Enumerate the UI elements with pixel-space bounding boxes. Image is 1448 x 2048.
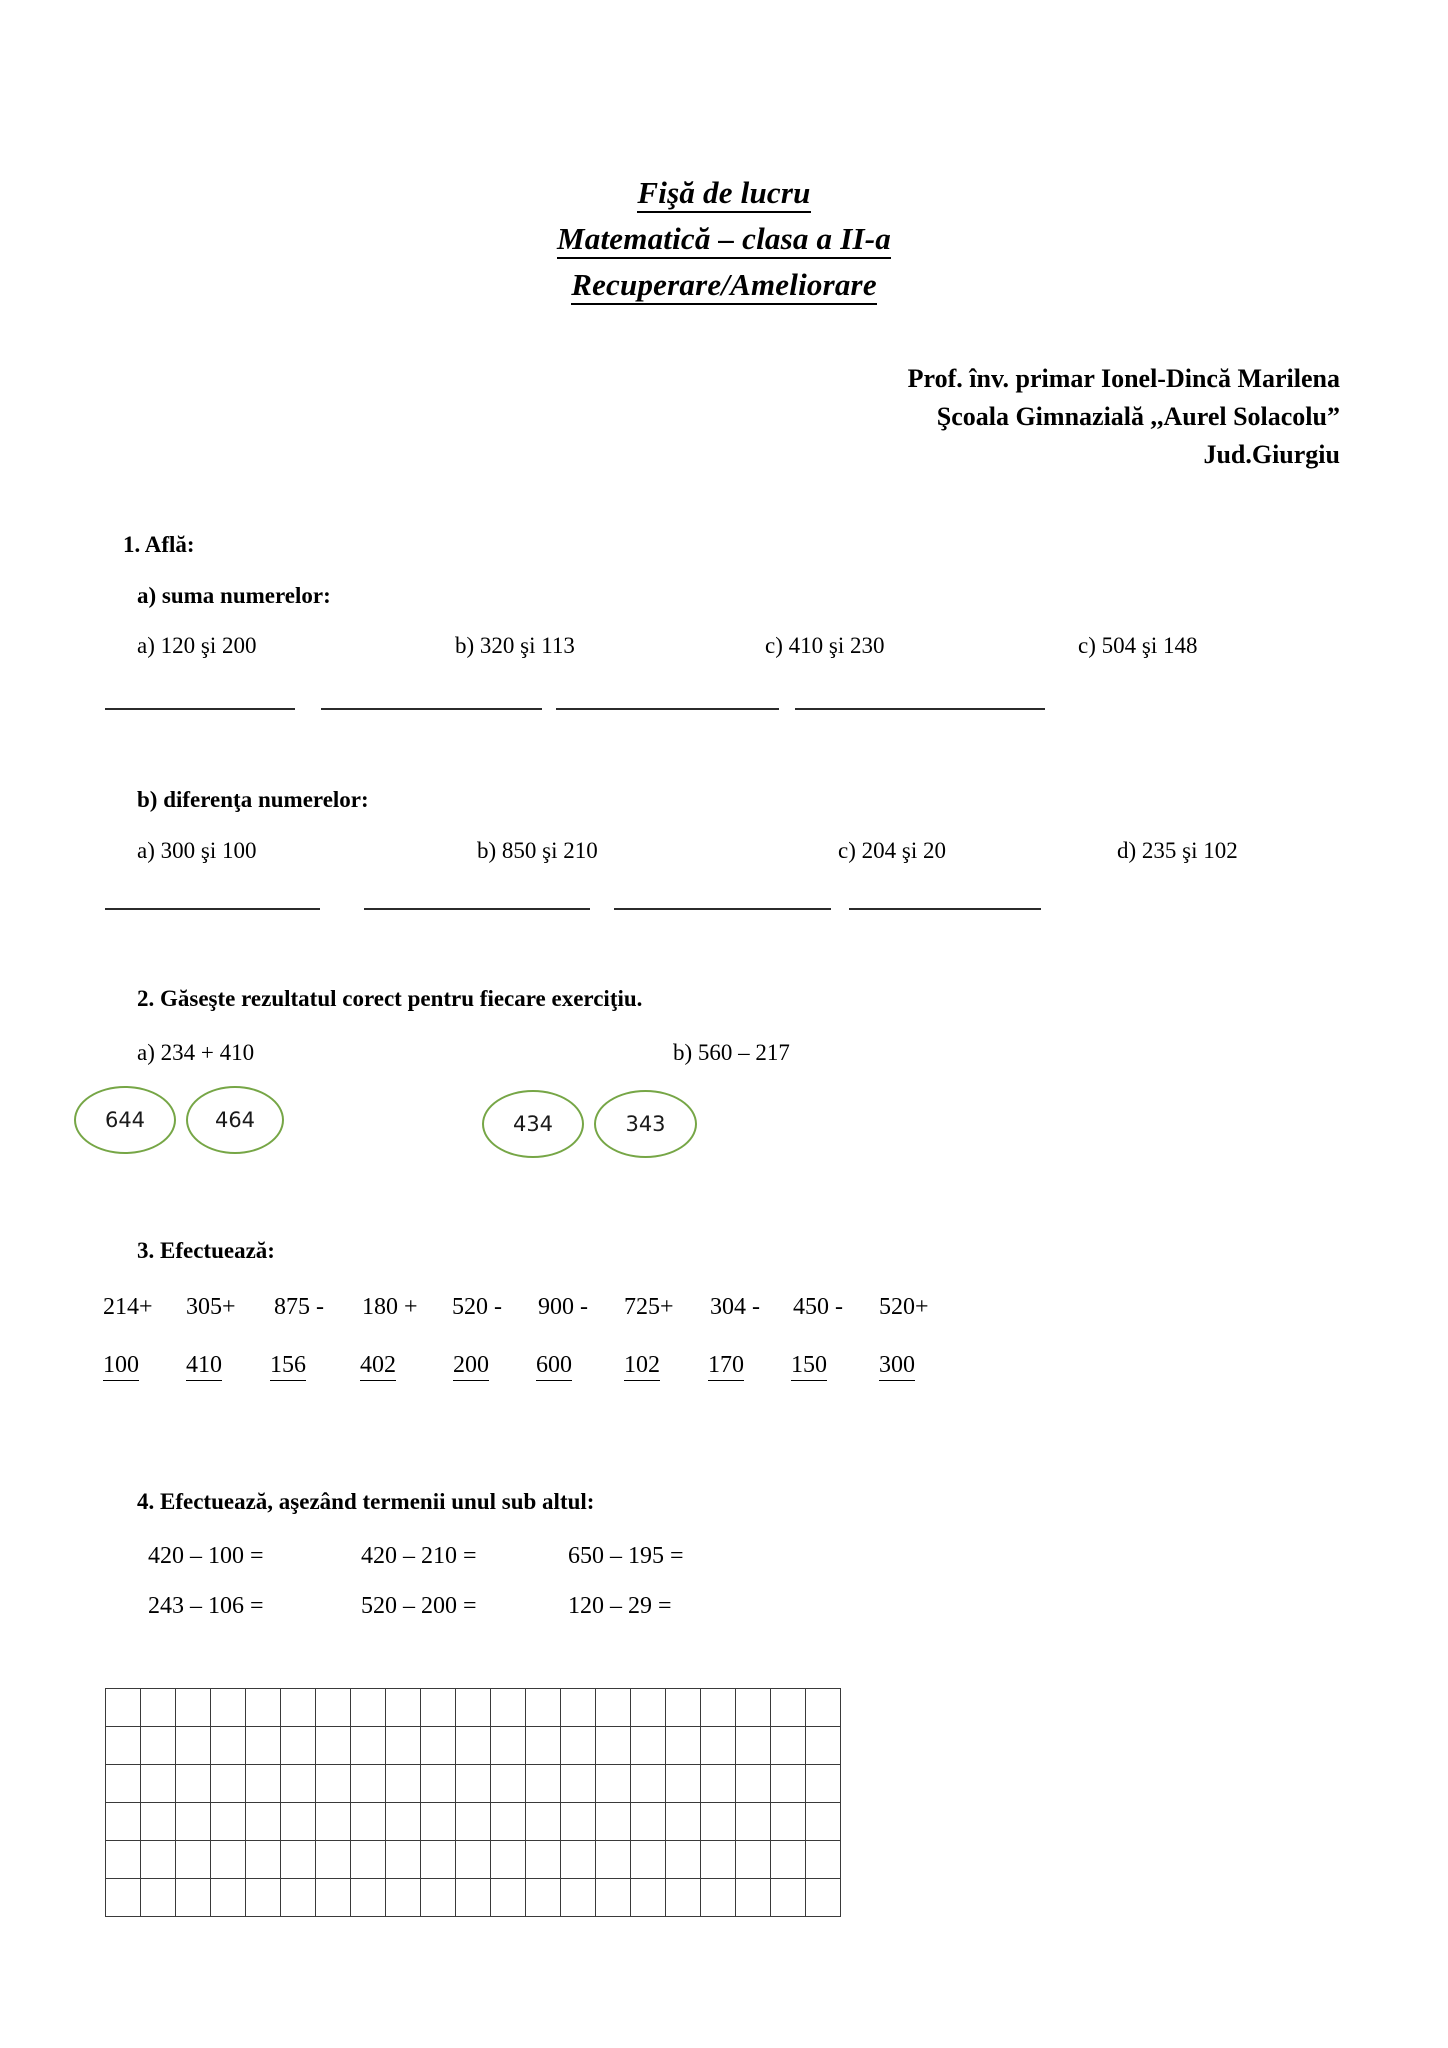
exercise-3-op-6-top: 900 -	[538, 1294, 588, 1320]
option-label: 434	[512, 1112, 554, 1136]
grid-cell[interactable]	[771, 1765, 806, 1803]
grid-cell[interactable]	[351, 1689, 386, 1727]
title-line-1	[0, 170, 1448, 216]
grid-cell[interactable]	[106, 1689, 141, 1727]
answer-line-1a-1[interactable]	[105, 708, 295, 710]
grid-cell[interactable]	[666, 1727, 701, 1765]
exercise-1b-item-3: c) 204 şi 20	[838, 838, 946, 863]
grid-cell[interactable]	[316, 1841, 351, 1879]
grid-cell[interactable]	[456, 1689, 491, 1727]
grid-cell[interactable]	[386, 1689, 421, 1727]
answer-line-1a-2[interactable]	[321, 708, 542, 710]
grid-cell[interactable]	[596, 1841, 631, 1879]
grid-cell[interactable]	[106, 1879, 141, 1917]
author-county: Jud.Giurgiu	[1203, 440, 1340, 469]
exercise-3-op-5-bottom: 200	[453, 1352, 489, 1381]
grid-cell[interactable]	[456, 1727, 491, 1765]
grid-cell[interactable]	[701, 1879, 736, 1917]
exercise-1a-label: a) suma numerelor:	[137, 583, 331, 608]
grid-cell[interactable]	[771, 1689, 806, 1727]
exercise-4-eq-r2-c2: 520 – 200 =	[361, 1593, 477, 1619]
grid-cell[interactable]	[281, 1765, 316, 1803]
grid-cell[interactable]	[211, 1841, 246, 1879]
grid-cell[interactable]	[561, 1879, 596, 1917]
grid-cell[interactable]	[491, 1689, 526, 1727]
exercise-2-option-644[interactable]	[74, 1086, 176, 1154]
grid-cell[interactable]	[141, 1689, 176, 1727]
grid-cell[interactable]	[771, 1727, 806, 1765]
grid-cell[interactable]	[421, 1765, 456, 1803]
grid-cell[interactable]	[281, 1803, 316, 1841]
exercise-3-op-8-top: 304 -	[710, 1294, 760, 1320]
grid-cell[interactable]	[106, 1727, 141, 1765]
grid-cell[interactable]	[666, 1879, 701, 1917]
grid-cell[interactable]	[491, 1765, 526, 1803]
grid-cell[interactable]	[561, 1841, 596, 1879]
grid-cell[interactable]	[526, 1727, 561, 1765]
grid-cell[interactable]	[211, 1879, 246, 1917]
author-school: Şcoala Gimnazială ,,Aurel Solacolu”	[936, 402, 1340, 431]
exercise-3-op-4-top: 180 +	[362, 1294, 418, 1320]
grid-cell[interactable]	[736, 1765, 771, 1803]
grid-cell[interactable]	[316, 1879, 351, 1917]
grid-cell[interactable]	[526, 1841, 561, 1879]
exercise-3-op-2-bottom: 410	[186, 1352, 222, 1381]
grid-cell[interactable]	[176, 1879, 211, 1917]
exercise-1b-item-1: a) 300 şi 100	[137, 838, 257, 863]
grid-cell[interactable]	[631, 1841, 666, 1879]
answer-line-1b-3[interactable]	[614, 908, 831, 910]
grid-cell[interactable]	[701, 1689, 736, 1727]
grid-cell[interactable]	[281, 1841, 316, 1879]
grid-cell[interactable]	[631, 1803, 666, 1841]
grid-cell[interactable]	[421, 1841, 456, 1879]
exercise-4-eq-r1-c1: 420 – 100 =	[148, 1543, 264, 1569]
grid-cell[interactable]	[246, 1689, 281, 1727]
grid-cell[interactable]	[141, 1879, 176, 1917]
grid-cell[interactable]	[491, 1841, 526, 1879]
grid-cell[interactable]	[596, 1803, 631, 1841]
grid-cell[interactable]	[106, 1765, 141, 1803]
exercise-3-op-3-bottom: 156	[270, 1352, 306, 1381]
grid-cell[interactable]	[106, 1803, 141, 1841]
worksheet-grid[interactable]	[105, 1688, 841, 1917]
grid-cell[interactable]	[421, 1727, 456, 1765]
exercise-3-op-10-bottom: 300	[879, 1352, 915, 1381]
grid-cell[interactable]	[316, 1689, 351, 1727]
grid-cell[interactable]	[771, 1803, 806, 1841]
grid-cell[interactable]	[491, 1727, 526, 1765]
grid-cell[interactable]	[526, 1689, 561, 1727]
author-block	[908, 360, 1340, 474]
grid-cell[interactable]	[771, 1879, 806, 1917]
grid-cell[interactable]	[211, 1689, 246, 1727]
grid-cell[interactable]	[491, 1803, 526, 1841]
grid-cell[interactable]	[421, 1879, 456, 1917]
grid-cell[interactable]	[771, 1841, 806, 1879]
grid-cell[interactable]	[631, 1727, 666, 1765]
exercise-3-heading: 3. Efectuează:	[137, 1238, 275, 1263]
grid-cell[interactable]	[421, 1689, 456, 1727]
exercise-4-eq-r2-c1: 243 – 106 =	[148, 1593, 264, 1619]
grid-cell[interactable]	[386, 1841, 421, 1879]
grid-cell[interactable]	[386, 1879, 421, 1917]
grid-cell[interactable]	[561, 1689, 596, 1727]
grid-cell[interactable]	[736, 1841, 771, 1879]
grid-cell[interactable]	[211, 1765, 246, 1803]
grid-cell[interactable]	[246, 1727, 281, 1765]
grid-cell[interactable]	[456, 1841, 491, 1879]
exercise-2-option-464[interactable]	[186, 1086, 284, 1154]
exercise-3-op-2-top: 305+	[186, 1294, 236, 1320]
grid-cell[interactable]	[316, 1727, 351, 1765]
exercise-3-op-6-bottom: 600	[536, 1352, 572, 1381]
grid-cell[interactable]	[176, 1841, 211, 1879]
grid-cell[interactable]	[631, 1879, 666, 1917]
exercise-3-op-5-top: 520 -	[452, 1294, 502, 1320]
grid-cell[interactable]	[806, 1689, 841, 1727]
option-label: 464	[214, 1108, 256, 1132]
exercise-1a-item-3: c) 410 şi 230	[765, 633, 885, 658]
grid-cell[interactable]	[561, 1803, 596, 1841]
grid-cell[interactable]	[526, 1803, 561, 1841]
grid-cell[interactable]	[666, 1803, 701, 1841]
grid-cell[interactable]	[386, 1803, 421, 1841]
exercise-4-eq-r1-c3: 650 – 195 =	[568, 1543, 684, 1569]
grid-cell[interactable]	[246, 1841, 281, 1879]
grid-cell[interactable]	[666, 1841, 701, 1879]
grid-cell[interactable]	[561, 1765, 596, 1803]
grid-cell[interactable]	[176, 1727, 211, 1765]
answer-line-1b-1[interactable]	[105, 908, 320, 910]
answer-line-1b-2[interactable]	[364, 908, 590, 910]
grid-cell[interactable]	[701, 1841, 736, 1879]
title-line-3	[0, 262, 1448, 308]
exercise-2-option-434[interactable]	[482, 1090, 584, 1158]
exercise-1b-label: b) diferenţa numerelor:	[137, 787, 369, 812]
grid-cell[interactable]	[596, 1689, 631, 1727]
answer-line-1b-4[interactable]	[849, 908, 1041, 910]
exercise-1-heading: 1. Află:	[123, 532, 195, 557]
grid-cell[interactable]	[281, 1689, 316, 1727]
grid-cell[interactable]	[701, 1765, 736, 1803]
grid-cell[interactable]	[806, 1841, 841, 1879]
grid-cell[interactable]	[666, 1765, 701, 1803]
title-text-3: Recuperare/Ameliorare	[571, 267, 877, 305]
grid-cell[interactable]	[351, 1727, 386, 1765]
exercise-4-heading: 4. Efectuează, aşezând termenii unul sub altul:	[137, 1489, 595, 1514]
grid-cell[interactable]	[351, 1765, 386, 1803]
grid-row	[106, 1841, 841, 1879]
grid-cell[interactable]	[526, 1879, 561, 1917]
grid-cell[interactable]	[701, 1803, 736, 1841]
grid-cell[interactable]	[666, 1689, 701, 1727]
exercise-3-op-10-top: 520+	[879, 1294, 929, 1320]
grid-cell[interactable]	[141, 1803, 176, 1841]
grid-cell[interactable]	[736, 1803, 771, 1841]
grid-row	[106, 1765, 841, 1803]
grid-cell[interactable]	[806, 1803, 841, 1841]
grid-cell[interactable]	[141, 1765, 176, 1803]
grid-cell[interactable]	[246, 1879, 281, 1917]
exercise-3-op-9-bottom: 150	[791, 1352, 827, 1381]
exercise-3-op-9-top: 450 -	[793, 1294, 843, 1320]
grid-cell[interactable]	[421, 1803, 456, 1841]
grid-cell[interactable]	[351, 1879, 386, 1917]
grid-cell[interactable]	[316, 1803, 351, 1841]
document-title	[0, 170, 1448, 308]
author-name: Prof. înv. primar Ionel-Dincă Marilena	[907, 364, 1340, 393]
option-label: 644	[104, 1108, 146, 1132]
title-text-2: Matematică – clasa a II-a	[557, 221, 891, 259]
grid-cell[interactable]	[456, 1765, 491, 1803]
exercise-2-item-2-label: b) 560 – 217	[673, 1040, 790, 1065]
grid-row	[106, 1879, 841, 1917]
exercise-1b-item-2: b) 850 şi 210	[477, 838, 598, 863]
exercise-1a-item-2: b) 320 şi 113	[455, 633, 575, 658]
exercise-3-op-3-top: 875 -	[274, 1294, 324, 1320]
title-text-1: Fişă de lucru	[637, 175, 810, 213]
grid-row	[106, 1803, 841, 1841]
exercise-1b-item-4: d) 235 şi 102	[1117, 838, 1238, 863]
exercise-4-eq-r2-c3: 120 – 29 =	[568, 1593, 672, 1619]
answer-line-1a-4[interactable]	[795, 708, 1045, 710]
grid-cell[interactable]	[246, 1765, 281, 1803]
grid-cell[interactable]	[106, 1841, 141, 1879]
grid-cell[interactable]	[281, 1727, 316, 1765]
grid-cell[interactable]	[211, 1803, 246, 1841]
grid-cell[interactable]	[561, 1727, 596, 1765]
grid-cell[interactable]	[141, 1727, 176, 1765]
grid-cell[interactable]	[526, 1765, 561, 1803]
grid-cell[interactable]	[351, 1803, 386, 1841]
grid-row	[106, 1689, 841, 1727]
exercise-3-op-4-bottom: 402	[360, 1352, 396, 1381]
grid-cell[interactable]	[806, 1727, 841, 1765]
exercise-2-option-343[interactable]	[594, 1090, 697, 1158]
grid-cell[interactable]	[701, 1727, 736, 1765]
grid-cell[interactable]	[631, 1765, 666, 1803]
option-label: 343	[625, 1112, 666, 1136]
grid-cell[interactable]	[386, 1727, 421, 1765]
grid-cell[interactable]	[386, 1765, 421, 1803]
grid-cell[interactable]	[176, 1765, 211, 1803]
grid-body	[106, 1689, 841, 1917]
exercise-3-op-1-bottom: 100	[103, 1352, 139, 1381]
grid-cell[interactable]	[491, 1879, 526, 1917]
grid-cell[interactable]	[141, 1841, 176, 1879]
exercise-3-op-7-bottom: 102	[624, 1352, 660, 1381]
exercise-4-eq-r1-c2: 420 – 210 =	[361, 1543, 477, 1569]
grid-cell[interactable]	[596, 1879, 631, 1917]
exercise-3-op-1-top: 214+	[103, 1294, 153, 1320]
grid-cell[interactable]	[806, 1765, 841, 1803]
grid-cell[interactable]	[351, 1841, 386, 1879]
answer-line-1a-3[interactable]	[556, 708, 779, 710]
grid-cell[interactable]	[736, 1689, 771, 1727]
grid-cell[interactable]	[631, 1689, 666, 1727]
grid-cell[interactable]	[211, 1727, 246, 1765]
grid-cell[interactable]	[806, 1879, 841, 1917]
exercise-1a-item-1: a) 120 şi 200	[137, 633, 257, 658]
grid-cell[interactable]	[456, 1803, 491, 1841]
grid-row	[106, 1727, 841, 1765]
exercise-2-item-1-label: a) 234 + 410	[137, 1040, 255, 1065]
grid-cell[interactable]	[736, 1879, 771, 1917]
grid-cell[interactable]	[176, 1689, 211, 1727]
grid-cell[interactable]	[456, 1879, 491, 1917]
grid-cell[interactable]	[246, 1803, 281, 1841]
grid-cell[interactable]	[596, 1727, 631, 1765]
exercise-2-heading: 2. Găseşte rezultatul corect pentru fiecare exerciţiu.	[137, 986, 643, 1011]
grid-cell[interactable]	[281, 1879, 316, 1917]
title-line-2	[0, 216, 1448, 262]
grid-cell[interactable]	[316, 1765, 351, 1803]
grid-cell[interactable]	[596, 1765, 631, 1803]
grid-cell[interactable]	[176, 1803, 211, 1841]
exercise-1a-item-4: c) 504 şi 148	[1078, 633, 1198, 658]
grid-cell[interactable]	[736, 1727, 771, 1765]
exercise-3-op-7-top: 725+	[624, 1294, 674, 1320]
exercise-3-op-8-bottom: 170	[708, 1352, 744, 1381]
